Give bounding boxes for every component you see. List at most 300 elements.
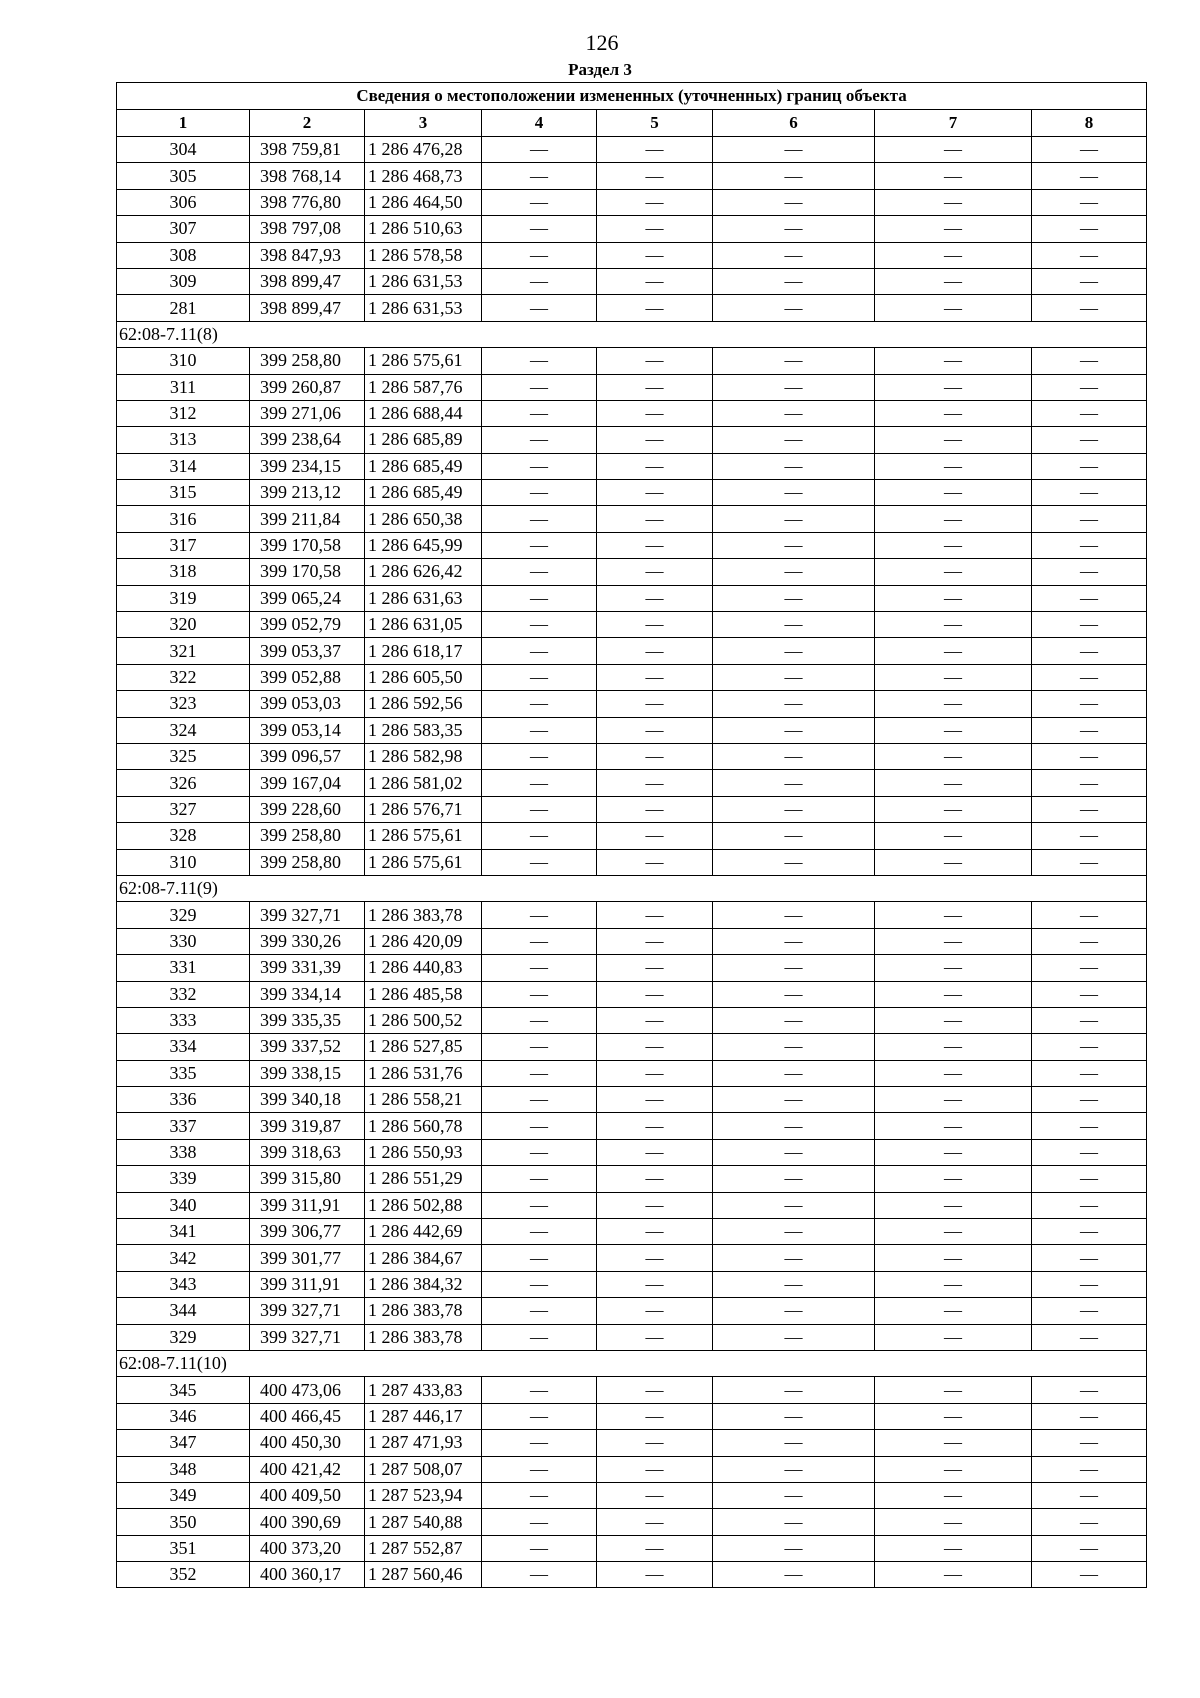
table-row (117, 1298, 1147, 1324)
empty-dash-cell: — (482, 585, 597, 611)
empty-dash-cell: — (1032, 506, 1147, 532)
empty-dash-cell: — (597, 1456, 713, 1482)
x-coordinate-cell: 399 258,80 (250, 348, 365, 374)
table-row (117, 295, 1147, 321)
empty-dash-cell: — (597, 823, 713, 849)
x-coordinate-cell: 399 213,12 (250, 480, 365, 506)
empty-dash-cell: — (713, 1324, 875, 1350)
x-coordinate-cell: 398 768,14 (250, 163, 365, 189)
empty-dash-cell: — (482, 189, 597, 215)
empty-dash-cell: — (482, 770, 597, 796)
empty-dash-cell: — (1032, 1245, 1147, 1271)
y-coordinate-cell: 1 286 631,53 (365, 268, 482, 294)
column-number: 1 (117, 110, 250, 137)
x-coordinate-cell: 399 331,39 (250, 955, 365, 981)
table-row (117, 796, 1147, 822)
empty-dash-cell: — (597, 1192, 713, 1218)
empty-dash-cell: — (713, 1562, 875, 1588)
empty-dash-cell: — (875, 1403, 1032, 1429)
table-row (117, 612, 1147, 638)
section-title: Раздел 3 (568, 60, 632, 79)
table-row (117, 1113, 1147, 1139)
empty-dash-cell: — (713, 1192, 875, 1218)
x-coordinate-cell: 399 301,77 (250, 1245, 365, 1271)
empty-dash-cell: — (713, 1060, 875, 1086)
table-row (117, 664, 1147, 690)
empty-dash-cell: — (597, 1139, 713, 1165)
empty-dash-cell: — (1032, 1113, 1147, 1139)
empty-dash-cell: — (1032, 1007, 1147, 1033)
empty-dash-cell: — (482, 928, 597, 954)
x-coordinate-cell: 399 052,88 (250, 664, 365, 690)
empty-dash-cell: — (713, 1298, 875, 1324)
empty-dash-cell: — (482, 163, 597, 189)
y-coordinate-cell: 1 286 583,35 (365, 717, 482, 743)
point-number-cell: 305 (117, 163, 250, 189)
empty-dash-cell: — (597, 1298, 713, 1324)
empty-dash-cell: — (597, 506, 713, 532)
empty-dash-cell: — (597, 1535, 713, 1561)
empty-dash-cell: — (597, 1113, 713, 1139)
y-coordinate-cell: 1 287 508,07 (365, 1456, 482, 1482)
empty-dash-cell: — (875, 1377, 1032, 1403)
table-row (117, 1007, 1147, 1033)
empty-dash-cell: — (1032, 1219, 1147, 1245)
empty-dash-cell: — (482, 717, 597, 743)
point-number-cell: 336 (117, 1087, 250, 1113)
table-row (117, 1271, 1147, 1297)
empty-dash-cell: — (875, 1298, 1032, 1324)
table-row (117, 216, 1147, 242)
empty-dash-cell: — (1032, 1087, 1147, 1113)
empty-dash-cell: — (713, 480, 875, 506)
empty-dash-cell: — (482, 137, 597, 163)
x-coordinate-cell: 399 258,80 (250, 823, 365, 849)
empty-dash-cell: — (875, 1245, 1032, 1271)
y-coordinate-cell: 1 287 523,94 (365, 1482, 482, 1508)
empty-dash-cell: — (482, 743, 597, 769)
empty-dash-cell: — (713, 796, 875, 822)
x-coordinate-cell: 400 421,42 (250, 1456, 365, 1482)
empty-dash-cell: — (482, 638, 597, 664)
empty-dash-cell: — (875, 348, 1032, 374)
empty-dash-cell: — (713, 295, 875, 321)
empty-dash-cell: — (713, 374, 875, 400)
empty-dash-cell: — (597, 902, 713, 928)
empty-dash-cell: — (713, 902, 875, 928)
empty-dash-cell: — (875, 1060, 1032, 1086)
table-row (117, 242, 1147, 268)
empty-dash-cell: — (875, 691, 1032, 717)
y-coordinate-cell: 1 286 502,88 (365, 1192, 482, 1218)
y-coordinate-cell: 1 286 688,44 (365, 400, 482, 426)
empty-dash-cell: — (597, 453, 713, 479)
empty-dash-cell: — (713, 348, 875, 374)
table-row (117, 691, 1147, 717)
table-row (117, 480, 1147, 506)
group-header-row (117, 321, 1147, 347)
y-coordinate-cell: 1 286 531,76 (365, 1060, 482, 1086)
empty-dash-cell: — (875, 189, 1032, 215)
boundary-coordinates-table (116, 82, 1147, 1588)
table-body (117, 137, 1147, 1588)
empty-dash-cell: — (875, 374, 1032, 400)
y-coordinate-cell: 1 287 552,87 (365, 1535, 482, 1561)
empty-dash-cell: — (875, 1271, 1032, 1297)
empty-dash-cell: — (875, 585, 1032, 611)
empty-dash-cell: — (482, 559, 597, 585)
y-coordinate-cell: 1 286 576,71 (365, 796, 482, 822)
empty-dash-cell: — (875, 506, 1032, 532)
column-number: 2 (250, 110, 365, 137)
x-coordinate-cell: 399 260,87 (250, 374, 365, 400)
x-coordinate-cell: 399 228,60 (250, 796, 365, 822)
x-coordinate-cell: 399 337,52 (250, 1034, 365, 1060)
empty-dash-cell: — (875, 981, 1032, 1007)
empty-dash-cell: — (875, 1087, 1032, 1113)
empty-dash-cell: — (875, 1192, 1032, 1218)
y-coordinate-cell: 1 286 650,38 (365, 506, 482, 532)
table-row (117, 189, 1147, 215)
empty-dash-cell: — (597, 585, 713, 611)
table-row (117, 400, 1147, 426)
point-number-cell: 325 (117, 743, 250, 769)
empty-dash-cell: — (597, 1430, 713, 1456)
x-coordinate-cell: 400 473,06 (250, 1377, 365, 1403)
empty-dash-cell: — (875, 295, 1032, 321)
y-coordinate-cell: 1 287 560,46 (365, 1562, 482, 1588)
empty-dash-cell: — (875, 1324, 1032, 1350)
empty-dash-cell: — (597, 1166, 713, 1192)
y-coordinate-cell: 1 286 500,52 (365, 1007, 482, 1033)
empty-dash-cell: — (1032, 1192, 1147, 1218)
x-coordinate-cell: 399 340,18 (250, 1087, 365, 1113)
empty-dash-cell: — (713, 453, 875, 479)
empty-dash-cell: — (875, 770, 1032, 796)
empty-dash-cell: — (875, 717, 1032, 743)
x-coordinate-cell: 398 776,80 (250, 189, 365, 215)
table-row (117, 1456, 1147, 1482)
point-number-cell: 316 (117, 506, 250, 532)
empty-dash-cell: — (713, 1403, 875, 1429)
empty-dash-cell: — (713, 1482, 875, 1508)
y-coordinate-cell: 1 286 560,78 (365, 1113, 482, 1139)
empty-dash-cell: — (1032, 664, 1147, 690)
table-row (117, 1060, 1147, 1086)
empty-dash-cell: — (597, 1403, 713, 1429)
page-number: 126 (585, 30, 619, 55)
empty-dash-cell: — (482, 1482, 597, 1508)
y-coordinate-cell: 1 286 383,78 (365, 902, 482, 928)
empty-dash-cell: — (482, 1219, 597, 1245)
table-row (117, 1245, 1147, 1271)
empty-dash-cell: — (1032, 1482, 1147, 1508)
y-coordinate-cell: 1 286 442,69 (365, 1219, 482, 1245)
empty-dash-cell: — (713, 955, 875, 981)
column-number: 7 (875, 110, 1032, 137)
empty-dash-cell: — (875, 1509, 1032, 1535)
point-number-cell: 314 (117, 453, 250, 479)
empty-dash-cell: — (875, 1034, 1032, 1060)
x-coordinate-cell: 399 319,87 (250, 1113, 365, 1139)
empty-dash-cell: — (597, 559, 713, 585)
x-coordinate-cell: 399 338,15 (250, 1060, 365, 1086)
point-number-cell: 321 (117, 638, 250, 664)
empty-dash-cell: — (713, 1377, 875, 1403)
y-coordinate-cell: 1 286 592,56 (365, 691, 482, 717)
table-row (117, 1034, 1147, 1060)
table-row (117, 585, 1147, 611)
empty-dash-cell: — (597, 638, 713, 664)
empty-dash-cell: — (875, 268, 1032, 294)
point-number-cell: 342 (117, 1245, 250, 1271)
empty-dash-cell: — (1032, 1456, 1147, 1482)
empty-dash-cell: — (1032, 295, 1147, 321)
empty-dash-cell: — (482, 1166, 597, 1192)
empty-dash-cell: — (875, 1007, 1032, 1033)
x-coordinate-cell: 399 311,91 (250, 1192, 365, 1218)
point-number-cell: 318 (117, 559, 250, 585)
x-coordinate-cell: 399 211,84 (250, 506, 365, 532)
y-coordinate-cell: 1 286 578,58 (365, 242, 482, 268)
empty-dash-cell: — (597, 1562, 713, 1588)
point-number-cell: 281 (117, 295, 250, 321)
empty-dash-cell: — (482, 1430, 597, 1456)
x-coordinate-cell: 398 899,47 (250, 295, 365, 321)
x-coordinate-cell: 398 847,93 (250, 242, 365, 268)
x-coordinate-cell: 399 318,63 (250, 1139, 365, 1165)
empty-dash-cell: — (1032, 1139, 1147, 1165)
point-number-cell: 309 (117, 268, 250, 294)
empty-dash-cell: — (1032, 1377, 1147, 1403)
empty-dash-cell: — (875, 1456, 1032, 1482)
empty-dash-cell: — (713, 664, 875, 690)
empty-dash-cell: — (1032, 400, 1147, 426)
empty-dash-cell: — (875, 928, 1032, 954)
empty-dash-cell: — (1032, 559, 1147, 585)
y-coordinate-cell: 1 287 540,88 (365, 1509, 482, 1535)
empty-dash-cell: — (597, 137, 713, 163)
empty-dash-cell: — (482, 691, 597, 717)
empty-dash-cell: — (713, 400, 875, 426)
empty-dash-cell: — (1032, 374, 1147, 400)
table-row (117, 453, 1147, 479)
table-row (117, 1535, 1147, 1561)
empty-dash-cell: — (713, 1166, 875, 1192)
table-row (117, 268, 1147, 294)
x-coordinate-cell: 400 360,17 (250, 1562, 365, 1588)
empty-dash-cell: — (1032, 532, 1147, 558)
empty-dash-cell: — (482, 532, 597, 558)
table-row (117, 137, 1147, 163)
empty-dash-cell: — (713, 427, 875, 453)
empty-dash-cell: — (597, 849, 713, 875)
empty-dash-cell: — (1032, 796, 1147, 822)
empty-dash-cell: — (875, 796, 1032, 822)
point-number-cell: 347 (117, 1430, 250, 1456)
empty-dash-cell: — (1032, 902, 1147, 928)
empty-dash-cell: — (875, 1166, 1032, 1192)
empty-dash-cell: — (482, 1034, 597, 1060)
empty-dash-cell: — (1032, 1562, 1147, 1588)
x-coordinate-cell: 400 390,69 (250, 1509, 365, 1535)
table-row (117, 1482, 1147, 1508)
y-coordinate-cell: 1 286 582,98 (365, 743, 482, 769)
table-row (117, 1087, 1147, 1113)
empty-dash-cell: — (597, 1087, 713, 1113)
empty-dash-cell: — (713, 981, 875, 1007)
table-caption-row (117, 83, 1147, 110)
y-coordinate-cell: 1 286 685,89 (365, 427, 482, 453)
empty-dash-cell: — (713, 1113, 875, 1139)
x-coordinate-cell: 399 311,91 (250, 1271, 365, 1297)
point-number-cell: 319 (117, 585, 250, 611)
x-coordinate-cell: 400 373,20 (250, 1535, 365, 1561)
point-number-cell: 340 (117, 1192, 250, 1218)
y-coordinate-cell: 1 286 383,78 (365, 1298, 482, 1324)
empty-dash-cell: — (713, 1271, 875, 1297)
x-coordinate-cell: 399 170,58 (250, 559, 365, 585)
empty-dash-cell: — (597, 770, 713, 796)
y-coordinate-cell: 1 286 383,78 (365, 1324, 482, 1350)
x-coordinate-cell: 399 315,80 (250, 1166, 365, 1192)
empty-dash-cell: — (713, 506, 875, 532)
empty-dash-cell: — (1032, 928, 1147, 954)
empty-dash-cell: — (1032, 216, 1147, 242)
empty-dash-cell: — (1032, 585, 1147, 611)
empty-dash-cell: — (875, 1113, 1032, 1139)
point-number-cell: 337 (117, 1113, 250, 1139)
point-number-cell: 320 (117, 612, 250, 638)
y-coordinate-cell: 1 286 575,61 (365, 823, 482, 849)
x-coordinate-cell: 399 306,77 (250, 1219, 365, 1245)
point-number-cell: 345 (117, 1377, 250, 1403)
table-row (117, 427, 1147, 453)
y-coordinate-cell: 1 286 551,29 (365, 1166, 482, 1192)
x-coordinate-cell: 398 899,47 (250, 268, 365, 294)
table-row (117, 717, 1147, 743)
y-coordinate-cell: 1 286 618,17 (365, 638, 482, 664)
y-coordinate-cell: 1 286 384,32 (365, 1271, 482, 1297)
point-number-cell: 313 (117, 427, 250, 453)
empty-dash-cell: — (597, 295, 713, 321)
y-coordinate-cell: 1 286 440,83 (365, 955, 482, 981)
empty-dash-cell: — (597, 189, 713, 215)
point-number-cell: 339 (117, 1166, 250, 1192)
x-coordinate-cell: 399 234,15 (250, 453, 365, 479)
empty-dash-cell: — (1032, 453, 1147, 479)
empty-dash-cell: — (597, 743, 713, 769)
point-number-cell: 341 (117, 1219, 250, 1245)
x-coordinate-cell: 399 170,58 (250, 532, 365, 558)
table-row (117, 374, 1147, 400)
empty-dash-cell: — (482, 1271, 597, 1297)
table-row (117, 1509, 1147, 1535)
point-number-cell: 343 (117, 1271, 250, 1297)
point-number-cell: 315 (117, 480, 250, 506)
point-number-cell: 312 (117, 400, 250, 426)
y-coordinate-cell: 1 286 631,05 (365, 612, 482, 638)
empty-dash-cell: — (713, 691, 875, 717)
y-coordinate-cell: 1 286 420,09 (365, 928, 482, 954)
empty-dash-cell: — (1032, 163, 1147, 189)
table-row (117, 1324, 1147, 1350)
empty-dash-cell: — (713, 1456, 875, 1482)
empty-dash-cell: — (713, 559, 875, 585)
empty-dash-cell: — (597, 1482, 713, 1508)
empty-dash-cell: — (482, 849, 597, 875)
empty-dash-cell: — (482, 1562, 597, 1588)
empty-dash-cell: — (597, 242, 713, 268)
table-row (117, 1219, 1147, 1245)
point-number-cell: 330 (117, 928, 250, 954)
x-coordinate-cell: 399 053,37 (250, 638, 365, 664)
empty-dash-cell: — (713, 1509, 875, 1535)
table-row (117, 163, 1147, 189)
empty-dash-cell: — (875, 638, 1032, 664)
y-coordinate-cell: 1 286 558,21 (365, 1087, 482, 1113)
empty-dash-cell: — (1032, 348, 1147, 374)
empty-dash-cell: — (597, 796, 713, 822)
y-coordinate-cell: 1 286 464,50 (365, 189, 482, 215)
point-number-cell: 329 (117, 902, 250, 928)
empty-dash-cell: — (1032, 638, 1147, 664)
empty-dash-cell: — (875, 1562, 1032, 1588)
table-row (117, 1430, 1147, 1456)
point-number-cell: 322 (117, 664, 250, 690)
x-coordinate-cell: 399 330,26 (250, 928, 365, 954)
point-number-cell: 349 (117, 1482, 250, 1508)
empty-dash-cell: — (482, 1245, 597, 1271)
y-coordinate-cell: 1 286 527,85 (365, 1034, 482, 1060)
group-label: 62:08-7.11(8) (117, 321, 1147, 347)
empty-dash-cell: — (875, 453, 1032, 479)
empty-dash-cell: — (713, 216, 875, 242)
group-header-row (117, 875, 1147, 901)
x-coordinate-cell: 399 258,80 (250, 849, 365, 875)
empty-dash-cell: — (1032, 1271, 1147, 1297)
empty-dash-cell: — (713, 137, 875, 163)
y-coordinate-cell: 1 286 626,42 (365, 559, 482, 585)
empty-dash-cell: — (1032, 242, 1147, 268)
empty-dash-cell: — (597, 1324, 713, 1350)
empty-dash-cell: — (597, 480, 713, 506)
empty-dash-cell: — (713, 1087, 875, 1113)
y-coordinate-cell: 1 286 605,50 (365, 664, 482, 690)
empty-dash-cell: — (482, 268, 597, 294)
y-coordinate-cell: 1 286 645,99 (365, 532, 482, 558)
x-coordinate-cell: 399 053,03 (250, 691, 365, 717)
empty-dash-cell: — (713, 1430, 875, 1456)
empty-dash-cell: — (597, 163, 713, 189)
empty-dash-cell: — (875, 480, 1032, 506)
empty-dash-cell: — (875, 849, 1032, 875)
point-number-cell: 307 (117, 216, 250, 242)
empty-dash-cell: — (482, 664, 597, 690)
empty-dash-cell: — (875, 823, 1032, 849)
table-row (117, 823, 1147, 849)
empty-dash-cell: — (1032, 1535, 1147, 1561)
x-coordinate-cell: 399 327,71 (250, 902, 365, 928)
empty-dash-cell: — (713, 717, 875, 743)
table-row (117, 955, 1147, 981)
y-coordinate-cell: 1 286 468,73 (365, 163, 482, 189)
empty-dash-cell: — (482, 1139, 597, 1165)
empty-dash-cell: — (482, 612, 597, 638)
empty-dash-cell: — (1032, 612, 1147, 638)
point-number-cell: 304 (117, 137, 250, 163)
empty-dash-cell: — (597, 612, 713, 638)
